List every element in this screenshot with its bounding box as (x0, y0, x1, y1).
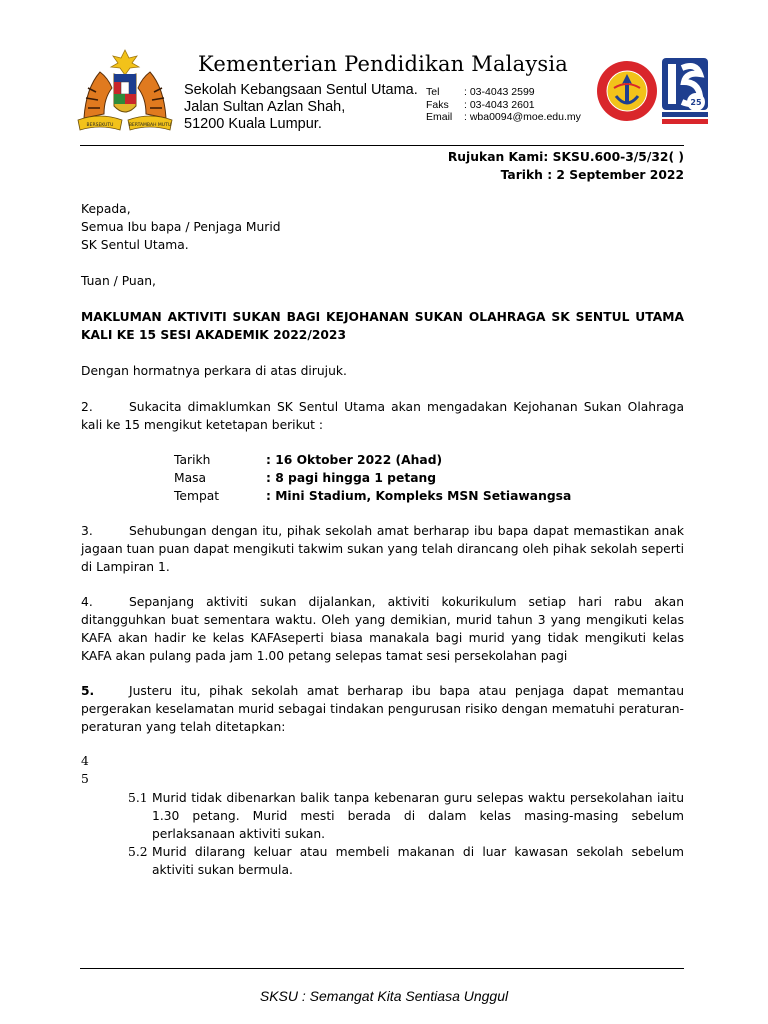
paragraph-number: 5. (81, 684, 95, 698)
subitem-text: Murid tidak dibenarkan balik tanpa kebenaran guru selepas waktu persekolahan iaitu 1.30 petang. Murid mesti berada di dalam kelas masing-masing sebelum perlaksanaan aktiviti sukan. (152, 791, 684, 841)
contact-row (426, 111, 581, 124)
school-address (184, 82, 418, 133)
subitem-text: Murid dilarang keluar atau membeli makanan di luar kawasan sekolah sebelum aktiviti sukan bermula. (152, 845, 684, 877)
paragraph-text: Sukacita dimaklumkan SK Sentul Utama akan mengadakan Kejohanan Sukan Olahraga kali ke 15 mengikut ketetapan berikut : (81, 400, 684, 432)
recipient-line: Kepada, (81, 202, 131, 216)
reference-block (448, 148, 684, 184)
contact-value: : 03-4043 2599 (464, 86, 535, 98)
paragraph-2 (81, 398, 684, 434)
school-address-line: 51200 Kuala Lumpur. (184, 116, 322, 132)
footer-motto: SKSU : Semangat Kita Sentiasa Unggul (259, 988, 509, 1004)
event-details (174, 451, 571, 505)
contact-row (426, 99, 581, 112)
contact-row (426, 86, 581, 99)
letter-subject: MAKLUMAN AKTIVITI SUKAN BAGI KEJOHANAN SUKAN OLAHRAGA SK SENTUL UTAMA KALI KE 15 SESI AKADEMIK 2022/2023 (81, 310, 684, 342)
contact-label: Tel (426, 86, 440, 98)
footer-divider (80, 968, 684, 969)
paragraph-number: 3. (81, 524, 93, 538)
contact-value: : 03-4043 2601 (464, 98, 535, 111)
stray-number: 5 (81, 772, 89, 786)
paragraph-number: 2. (81, 400, 93, 414)
crest-ribbon-left: BERSEKUTU (86, 123, 114, 128)
paragraph-3 (81, 522, 684, 576)
paragraph-4 (81, 593, 684, 665)
detail-row (174, 451, 571, 469)
detail-value: : 8 pagi hingga 1 petang (266, 471, 437, 485)
detail-key: Tarikh (174, 453, 211, 467)
detail-key: Masa (174, 471, 207, 485)
opening-line: Dengan hormatnya perkara di atas dirujuk. (81, 364, 347, 378)
recipient-line: SK Sentul Utama. (81, 238, 189, 252)
detail-value: : Mini Stadium, Kompleks MSN Setiawangsa (266, 489, 572, 503)
subitem-number: 5.1 (128, 791, 148, 805)
paragraph-text: Sehubungan dengan itu, pihak sekolah amat berharap ibu bapa dapat memastikan anak jagaan tuan puan dapat mengikuti takwim sukan yang telah dirancang oleh pihak sekolah seperti di Lampiran 1. (81, 524, 684, 574)
svg-text:25: 25 (690, 98, 702, 107)
paragraph-text: Sepanjang aktiviti sukan dijalankan, aktiviti kokurikulum setiap hari rabu akan ditangguhkan buat sementara waktu. Oleh yang demikian, murid tahun 3 yang mengikuti kelas KAFA akan hadir ke kelas KAFAseperti biasa manakala bagi murid yang tidak mengikuti kelas KAFA akan pulang pada jam 1.00 petang selepas tamat sesi persekolahan pagi (81, 595, 684, 663)
contact-label: Email (426, 111, 453, 123)
contact-label: Faks (426, 98, 449, 111)
stray-numbers (81, 752, 89, 788)
letterhead-divider (80, 145, 684, 146)
subitem-5-2 (128, 843, 684, 879)
transformasi-sekolah-logo (662, 58, 708, 126)
recipient-block (81, 200, 684, 254)
recipient-line: Semua Ibu bapa / Penjaga Murid (81, 220, 281, 234)
coat-of-arms-logo (74, 48, 176, 136)
crest-ribbon-right: BERTAMBAH MUTU (128, 123, 172, 128)
school-logo (596, 60, 658, 122)
school-address-line: Jalan Sultan Azlan Shah, (184, 99, 346, 115)
contact-value: : wba0094@moe.edu.my (464, 111, 581, 123)
contact-block (426, 86, 581, 124)
paragraph-number: 4. (81, 595, 93, 609)
school-address-line: Sekolah Kebangsaan Sentul Utama. (184, 82, 418, 98)
detail-row (174, 469, 571, 487)
detail-row (174, 487, 571, 505)
paragraph-text: Justeru itu, pihak sekolah amat berharap ibu bapa atau penjaga dapat memantau pergerakan keselamatan murid sebagai tindakan pengurusan risiko dengan mematuhi peraturan-peraturan yang telah ditetapkan: (81, 684, 684, 734)
salutation: Tuan / Puan, (81, 274, 156, 288)
paragraph-5 (81, 682, 684, 736)
ministry-title: Kementerian Pendidikan Malaysia (198, 52, 568, 76)
detail-value: : 16 Oktober 2022 (Ahad) (266, 453, 443, 467)
stray-number: 4 (81, 754, 89, 768)
subitem-number: 5.2 (128, 845, 148, 859)
subitem-5-1 (128, 789, 684, 843)
letter-date: Tarikh : 2 September 2022 (500, 168, 684, 182)
reference-number: Rujukan Kami: SKSU.600-3/5/32( ) (447, 150, 684, 164)
detail-key: Tempat (174, 489, 220, 503)
